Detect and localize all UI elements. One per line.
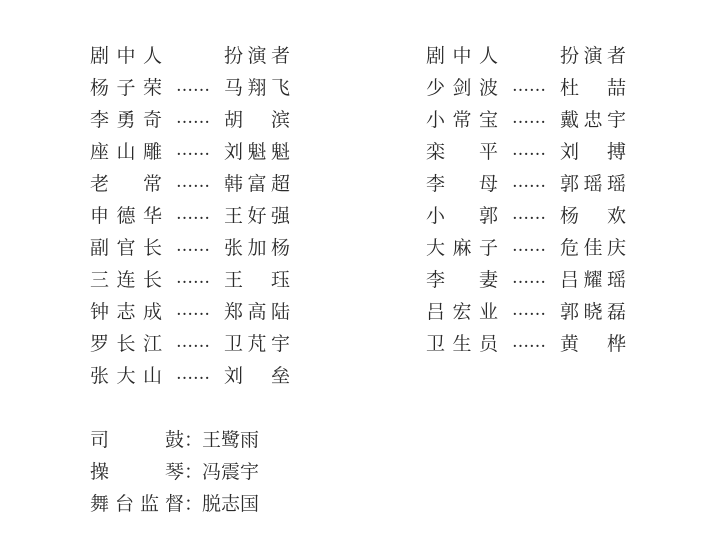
role-name: 李 妻 [426,268,498,291]
cast-row [90,262,290,294]
leader-dots: …… [176,140,210,160]
crew-colon: ： [184,492,204,515]
cast-row [426,166,626,198]
cast-row [426,326,626,358]
actor-header: 扮演者 [224,44,290,67]
actor-name: 郭晓磊 [560,300,626,323]
cast-row [426,102,626,134]
leader-dots: …… [176,172,210,192]
crew-name: 冯震宇 [202,460,260,483]
role-name: 小常宝 [426,108,498,131]
cast-row [90,134,290,166]
actor-name: 王好强 [224,204,290,227]
cast-row [90,102,290,134]
actor-name: 戴忠宇 [560,108,626,131]
leader-dots: …… [176,204,210,224]
leader-dots: …… [512,332,546,352]
leader-dots: …… [512,76,546,96]
cast-row [90,70,290,102]
actor-name: 吕耀瑶 [560,268,626,291]
crew-colon: ： [184,428,204,451]
role-name: 小 郭 [426,204,498,227]
role-name: 李勇奇 [90,108,162,131]
cast-column-left [90,38,290,390]
role-name: 卫生员 [426,332,498,355]
role-header: 剧中人 [426,44,498,67]
role-name: 少剑波 [426,76,498,99]
role-header: 剧中人 [90,44,162,67]
crew-credits [90,422,259,518]
leader-dots: …… [512,108,546,128]
role-name: 申德华 [90,204,162,227]
actor-name: 刘 搏 [560,140,626,163]
role-name: 大麻子 [426,236,498,259]
role-name: 三连长 [90,268,162,291]
crew-row [90,422,259,454]
crew-name: 王鹭雨 [202,428,260,451]
leader-dots: …… [176,236,210,256]
leader-dots: …… [176,268,210,288]
cast-row [90,358,290,390]
leader-dots: …… [512,268,546,288]
role-name: 座山雕 [90,140,162,163]
cast-row [90,294,290,326]
actor-name: 郑高陆 [224,300,290,323]
actor-name: 张加杨 [224,236,290,259]
cast-row [90,198,290,230]
actor-name: 危佳庆 [560,236,626,259]
actor-header: 扮演者 [560,44,626,67]
cast-row [90,166,290,198]
leader-dots: …… [512,236,546,256]
actor-name: 刘魁魁 [224,140,290,163]
cast-row [426,294,626,326]
actor-name: 黄 桦 [560,332,626,355]
leader-dots: …… [512,140,546,160]
actor-name: 韩富超 [224,172,290,195]
role-name: 栾 平 [426,140,498,163]
cast-row [426,262,626,294]
leader-dots: …… [512,300,546,320]
role-name: 罗长江 [90,332,162,355]
crew-label: 司鼓 [90,428,184,451]
leader-dots: …… [512,172,546,192]
cast-header [426,38,626,70]
actor-name: 胡 滨 [224,108,290,131]
leader-dots: …… [176,76,210,96]
leader-dots: …… [176,108,210,128]
actor-name: 杨 欢 [560,204,626,227]
cast-row [90,326,290,358]
actor-name: 刘 垒 [224,364,290,387]
actor-name: 卫芃宇 [224,332,290,355]
actor-name: 王 珏 [224,268,290,291]
cast-row [426,134,626,166]
leader-dots: …… [176,300,210,320]
role-name: 钟志成 [90,300,162,323]
role-name: 吕宏业 [426,300,498,323]
cast-row [426,230,626,262]
cast-row [426,70,626,102]
role-name: 副官长 [90,236,162,259]
actor-name: 杜 喆 [560,76,626,99]
crew-name: 脱志国 [202,492,260,515]
leader-dots: …… [176,364,210,384]
cast-header [90,38,290,70]
crew-colon: ： [184,460,204,483]
cast-column-right [426,38,626,358]
role-name: 李 母 [426,172,498,195]
crew-label: 舞台监督 [90,492,184,515]
actor-name: 马翔飞 [224,76,290,99]
crew-label: 操琴 [90,460,184,483]
actor-name: 郭瑶瑶 [560,172,626,195]
role-name: 老 常 [90,172,162,195]
cast-row [426,198,626,230]
cast-row [90,230,290,262]
role-name: 杨子荣 [90,76,162,99]
leader-dots: …… [512,204,546,224]
crew-row [90,454,259,486]
leader-dots: …… [176,332,210,352]
crew-row [90,486,259,518]
role-name: 张大山 [90,364,162,387]
